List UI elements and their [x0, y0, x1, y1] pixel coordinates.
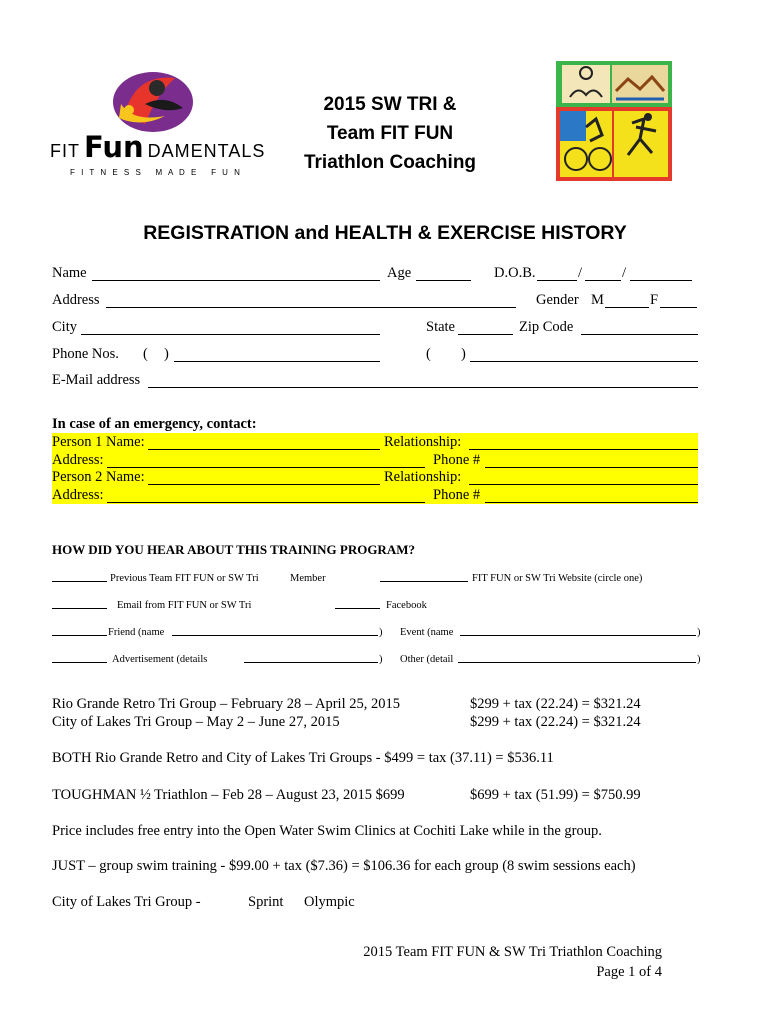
- survey-opt5-close: ): [379, 627, 383, 638]
- dob-year-field[interactable]: [630, 266, 692, 281]
- dob-slash-2: /: [622, 265, 627, 281]
- option-olympic[interactable]: Olympic: [304, 894, 355, 910]
- form-subtitle: REGISTRATION and HEALTH & EXERCISE HISTORY: [143, 222, 627, 244]
- triathlon-artwork: [556, 61, 672, 181]
- age-label: Age: [387, 265, 412, 281]
- survey-opt2-field[interactable]: [380, 570, 468, 582]
- survey-opt8-close: ): [697, 654, 701, 665]
- age-field[interactable]: [416, 266, 471, 281]
- phone2-area-open: (: [426, 346, 431, 362]
- survey-opt5-detail[interactable]: [172, 624, 378, 636]
- survey-opt8-label: Other (detail: [400, 654, 454, 665]
- phone-label: Phone Nos.: [52, 346, 119, 362]
- address1-label: Address:: [52, 452, 104, 468]
- phone-area-close: ): [164, 346, 169, 362]
- survey-opt4-field[interactable]: [335, 597, 380, 609]
- address-field[interactable]: [106, 293, 516, 308]
- phone-area-open: (: [143, 346, 148, 362]
- person2-label: Person 2 Name:: [52, 469, 145, 485]
- title-line-2: Team FIT FUN: [326, 123, 454, 144]
- triathlon-art-icon: [556, 61, 672, 181]
- dob-slash-1: /: [578, 265, 583, 281]
- survey-opt6-detail[interactable]: [460, 624, 696, 636]
- relationship2-field[interactable]: [469, 470, 698, 485]
- page-number: Page 1 of 4: [596, 964, 662, 980]
- phone1-label: Phone #: [433, 452, 481, 468]
- logo-fun: Fun: [84, 130, 144, 164]
- phone2-label: Phone #: [433, 487, 481, 503]
- survey-opt7-label: Advertisement (details: [112, 654, 208, 665]
- price-city-label: City of Lakes Tri Group – May 2 – June 27, 2015: [52, 714, 340, 730]
- price-both: BOTH Rio Grande Retro and City of Lakes Tri Groups - $499 = tax (37.11) = $536.11: [52, 750, 554, 766]
- gender-f-label: F: [650, 292, 659, 308]
- logo-fit: FIT: [50, 141, 80, 161]
- address2-label: Address:: [52, 487, 104, 503]
- email-field[interactable]: [148, 373, 698, 388]
- survey-opt4-label: Facebook: [386, 600, 427, 611]
- zip-field[interactable]: [581, 320, 698, 335]
- phone2-area-close: ): [461, 346, 466, 362]
- survey-heading: HOW DID YOU HEAR ABOUT THIS TRAINING PROGRAM?: [52, 542, 415, 557]
- person1-name-field[interactable]: [148, 435, 380, 450]
- phone-field-2[interactable]: [470, 347, 698, 362]
- name-field[interactable]: [92, 266, 380, 281]
- phone2-field[interactable]: [485, 488, 698, 503]
- phone-field-1[interactable]: [174, 347, 380, 362]
- relationship2-label: Relationship:: [384, 469, 462, 485]
- price-includes-note: Price includes free entry into the Open Water Swim Clinics at Cochiti Lake while in the group.: [52, 823, 602, 839]
- title-line-1: 2015 SW TRI &: [323, 94, 457, 115]
- state-label: State: [426, 319, 455, 335]
- survey-opt6-label: Event (name: [400, 627, 454, 638]
- survey-opt7-field[interactable]: [52, 651, 107, 663]
- gender-label: Gender: [536, 292, 579, 308]
- state-field[interactable]: [458, 320, 513, 335]
- title-line-3: Triathlon Coaching: [303, 152, 477, 173]
- phone1-field[interactable]: [485, 453, 698, 468]
- gender-m-field[interactable]: [605, 293, 649, 308]
- price-tough-value: $699 + tax (51.99) = $750.99: [470, 787, 641, 803]
- survey-opt6-close: ): [697, 627, 701, 638]
- logo-swirl-icon: [105, 64, 195, 134]
- price-city-value: $299 + tax (22.24) = $321.24: [470, 714, 641, 730]
- city-group-label: City of Lakes Tri Group -: [52, 894, 201, 910]
- email-label: E-Mail address: [52, 372, 141, 388]
- survey-opt1-field[interactable]: [52, 570, 107, 582]
- survey-opt5-field[interactable]: [52, 624, 107, 636]
- page-title: [270, 90, 510, 177]
- person1-label: Person 1 Name:: [52, 434, 145, 450]
- survey-opt2-label: FIT FUN or SW Tri Website (circle one): [472, 573, 643, 584]
- city-label: City: [52, 319, 77, 335]
- gender-m-label: M: [591, 292, 604, 308]
- address1-field[interactable]: [107, 453, 425, 468]
- name-label: Name: [52, 265, 87, 281]
- fit-fundamentals-logo: [50, 64, 266, 184]
- option-sprint[interactable]: Sprint: [248, 894, 284, 910]
- relationship1-label: Relationship:: [384, 434, 462, 450]
- survey-opt1-label: Previous Team FIT FUN or SW Tri: [110, 573, 259, 584]
- gender-f-field[interactable]: [660, 293, 697, 308]
- logo-tagline: F I T N E S S M A D E F U N: [70, 168, 242, 177]
- price-rio-label: Rio Grande Retro Tri Group – February 28 – April 25, 2015: [52, 696, 400, 712]
- survey-opt1b-label: Member: [290, 573, 326, 584]
- survey-opt8-detail[interactable]: [458, 651, 696, 663]
- survey-opt7-close: ): [379, 654, 383, 665]
- address-label: Address: [52, 292, 100, 308]
- dob-day-field[interactable]: [585, 266, 621, 281]
- logo-damentals: DAMENTALS: [147, 141, 266, 161]
- emergency-heading: In case of an emergency, contact:: [52, 416, 257, 432]
- price-swim-only: JUST – group swim training - $99.00 + tax ($7.36) = $106.36 for each group (8 swim sessions each): [52, 858, 636, 874]
- survey-opt3-field[interactable]: [52, 597, 107, 609]
- city-field[interactable]: [81, 320, 380, 335]
- zip-label: Zip Code: [519, 319, 574, 335]
- survey-opt5-label: Friend (name: [108, 627, 165, 638]
- survey-opt3-label: Email from FIT FUN or SW Tri: [117, 600, 252, 611]
- survey-opt7-detail[interactable]: [244, 651, 378, 663]
- dob-month-field[interactable]: [537, 266, 577, 281]
- dob-label: D.O.B.: [494, 265, 536, 281]
- relationship1-field[interactable]: [469, 435, 698, 450]
- price-rio-value: $299 + tax (22.24) = $321.24: [470, 696, 641, 712]
- price-tough-label: TOUGHMAN ½ Triathlon – Feb 28 – August 23, 2015 $699: [52, 787, 405, 803]
- person2-name-field[interactable]: [148, 470, 380, 485]
- footer-title: 2015 Team FIT FUN & SW Tri Triathlon Coaching: [363, 944, 662, 960]
- page-footer: [363, 942, 662, 982]
- address2-field[interactable]: [107, 488, 425, 503]
- logo-wordmark: [50, 130, 265, 164]
